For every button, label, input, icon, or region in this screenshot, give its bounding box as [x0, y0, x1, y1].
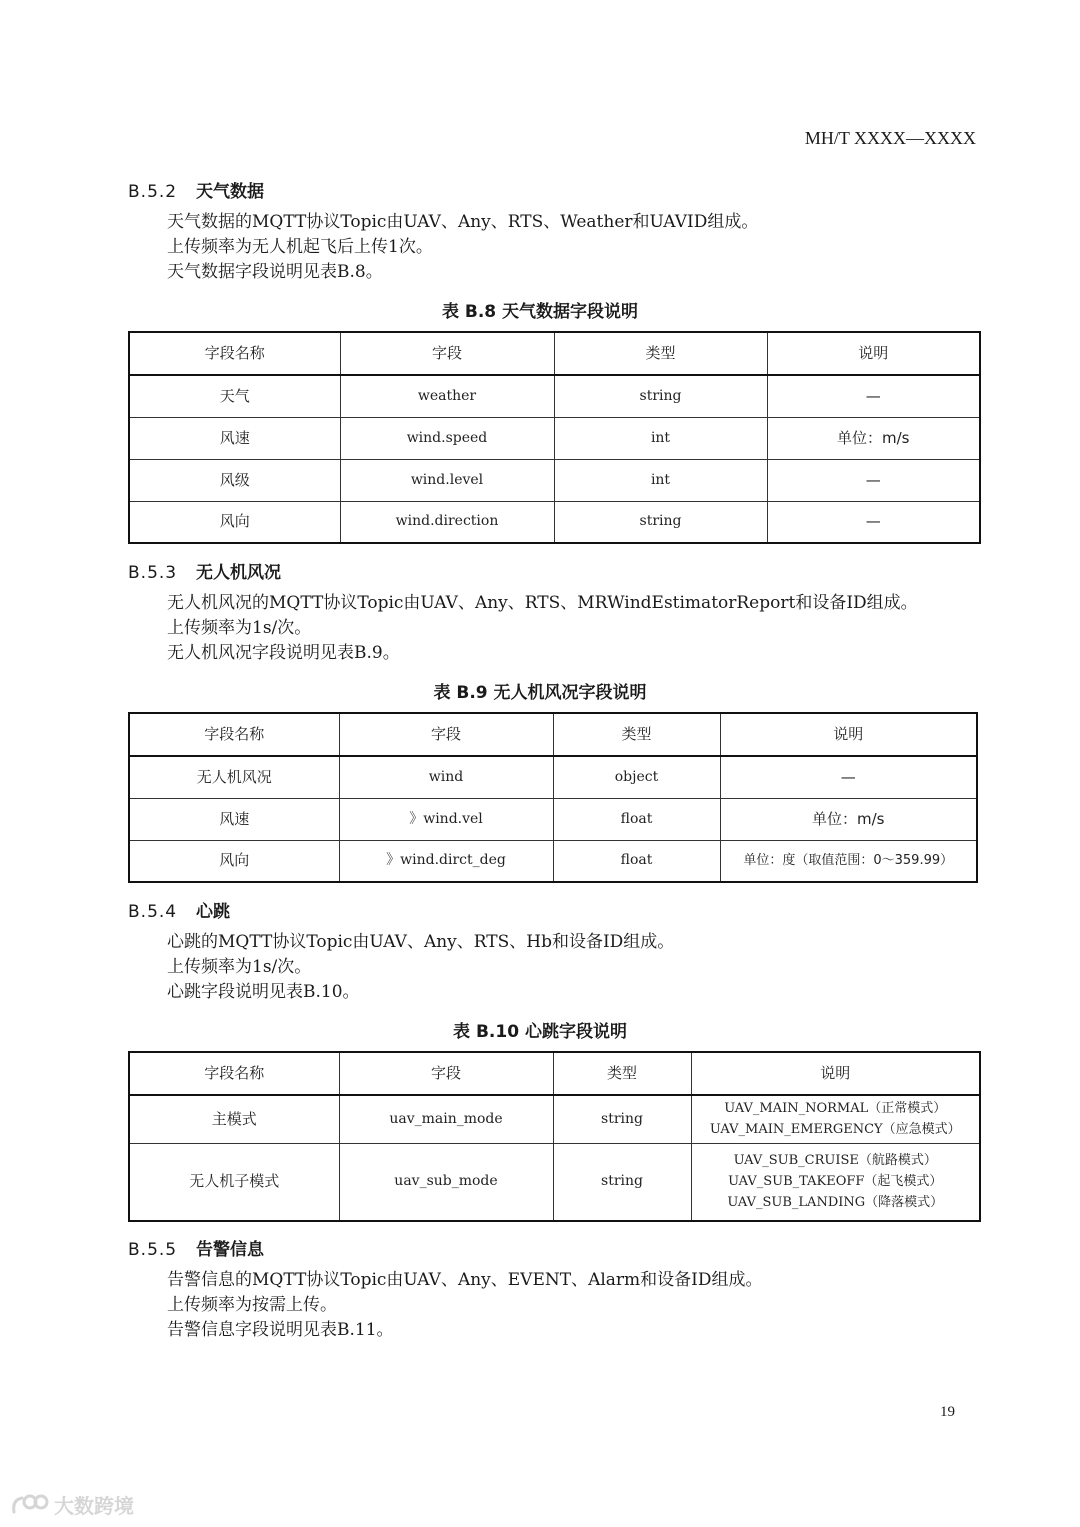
- table-row: [129, 501, 980, 543]
- column-header: 字段名称: [129, 1052, 339, 1095]
- table-cell: uav_main_mode: [339, 1095, 553, 1143]
- table-title-b10: 表 B.10 心跳字段说明: [453, 1022, 627, 1042]
- table-row: [129, 756, 977, 798]
- column-header: 说明: [691, 1052, 980, 1095]
- column-header: 字段名称: [129, 332, 340, 375]
- paragraph: 天气数据的MQTT协议Topic由UAV、Any、RTS、Weather和UAVID组成。: [167, 212, 759, 232]
- table-cell: string: [554, 375, 767, 417]
- table-row: [129, 1095, 980, 1143]
- table-cell: string: [553, 1143, 691, 1221]
- section-heading-b53: [128, 558, 281, 583]
- table-cell: 》wind.dirct_deg: [339, 840, 553, 882]
- table-cell: wind.speed: [340, 417, 554, 459]
- weather-data-table: [128, 331, 981, 544]
- table-header-row: [129, 332, 980, 375]
- table-cell: string: [553, 1095, 691, 1143]
- section-title: 告警信息: [196, 1240, 264, 1260]
- paragraph: 心跳字段说明见表B.10。: [167, 982, 360, 1002]
- table-cell: 风速: [129, 798, 339, 840]
- paragraph: 无人机风况的MQTT协议Topic由UAV、Any、RTS、MRWindEstimatorReport和设备ID组成。: [167, 593, 918, 613]
- watermark: [10, 1490, 134, 1519]
- watermark-text: 大数跨境: [54, 1494, 134, 1518]
- heartbeat-table: [128, 1051, 981, 1222]
- column-header: 类型: [553, 1052, 691, 1095]
- section-heading-b54: [128, 897, 230, 922]
- column-header: 字段: [340, 332, 554, 375]
- paragraph: 上传频率为无人机起飞后上传1次。: [167, 237, 433, 257]
- table-cell: 天气: [129, 375, 340, 417]
- section-number: B.5.5: [128, 1240, 178, 1260]
- table-cell: 风向: [129, 501, 340, 543]
- paragraph: 告警信息的MQTT协议Topic由UAV、Any、EVENT、Alarm和设备ID组成。: [167, 1270, 763, 1290]
- table-cell: 风级: [129, 459, 340, 501]
- section-heading-b55: [128, 1235, 264, 1260]
- column-header: 说明: [767, 332, 980, 375]
- mode-value: UAV_MAIN_EMERGENCY（应急模式）: [709, 1122, 961, 1138]
- section-number: B.5.3: [128, 563, 178, 583]
- table-cell: wind.level: [340, 459, 554, 501]
- mode-value: UAV_MAIN_NORMAL（正常模式）: [724, 1101, 947, 1117]
- table-cell: 单位：m/s: [720, 798, 977, 840]
- mode-value: UAV_SUB_CRUISE（航路模式）: [733, 1153, 937, 1169]
- table-row: [129, 459, 980, 501]
- table-cell: 》wind.vel: [339, 798, 553, 840]
- mode-value: UAV_SUB_LANDING（降落模式）: [727, 1195, 944, 1211]
- table-cell: —: [720, 756, 977, 798]
- paragraph: 心跳的MQTT协议Topic由UAV、Any、RTS、Hb和设备ID组成。: [167, 932, 675, 952]
- table-cell: 主模式: [129, 1095, 339, 1143]
- table-cell: 单位：m/s: [767, 417, 980, 459]
- section-number: B.5.4: [128, 902, 178, 922]
- table-cell: wind: [339, 756, 553, 798]
- table-cell: 单位：度（取值范围：0～359.99）: [720, 840, 977, 882]
- table-cell: 风速: [129, 417, 340, 459]
- table-cell: int: [554, 459, 767, 501]
- table-cell: wind.direction: [340, 501, 554, 543]
- section-title: 天气数据: [196, 182, 264, 202]
- table-cell: weather: [340, 375, 554, 417]
- table-cell: [691, 1143, 980, 1221]
- document-code: MH/T XXXX—XXXX: [804, 128, 976, 148]
- section-title: 心跳: [196, 902, 230, 922]
- page-number: 19: [940, 1404, 955, 1420]
- section-heading-b52: [128, 177, 264, 202]
- uav-wind-table: [128, 712, 978, 883]
- table-row: [129, 375, 980, 417]
- table-cell: —: [767, 501, 980, 543]
- table-row: [129, 840, 977, 882]
- section-title: 无人机风况: [196, 563, 281, 583]
- paragraph: 无人机风况字段说明见表B.9。: [167, 643, 400, 663]
- column-header: 字段名称: [129, 713, 339, 756]
- table-cell: float: [553, 798, 720, 840]
- paragraph: 上传频率为1s/次。: [167, 618, 312, 638]
- column-header: 字段: [339, 713, 553, 756]
- table-row: [129, 798, 977, 840]
- table-cell: uav_sub_mode: [339, 1143, 553, 1221]
- table-row: [129, 417, 980, 459]
- table-header-row: [129, 713, 977, 756]
- table-cell: int: [554, 417, 767, 459]
- paragraph: 上传频率为1s/次。: [167, 957, 312, 977]
- section-number: B.5.2: [128, 182, 178, 202]
- table-cell: —: [767, 459, 980, 501]
- table-cell: 无人机风况: [129, 756, 339, 798]
- table-cell: float: [553, 840, 720, 882]
- paragraph: 告警信息字段说明见表B.11。: [167, 1320, 394, 1340]
- column-header: 字段: [339, 1052, 553, 1095]
- table-header-row: [129, 1052, 980, 1095]
- table-title-b9: 表 B.9 无人机风况字段说明: [433, 683, 647, 703]
- paragraph: 天气数据字段说明见表B.8。: [167, 262, 383, 282]
- table-cell: [691, 1095, 980, 1143]
- column-header: 类型: [554, 332, 767, 375]
- table-cell: 风向: [129, 840, 339, 882]
- paragraph: 上传频率为按需上传。: [167, 1295, 337, 1315]
- table-row: [129, 1143, 980, 1221]
- column-header: 类型: [553, 713, 720, 756]
- table-cell: 无人机子模式: [129, 1143, 339, 1221]
- table-title-b8: 表 B.8 天气数据字段说明: [441, 302, 639, 322]
- table-cell: string: [554, 501, 767, 543]
- table-cell: object: [553, 756, 720, 798]
- watermark-logo-icon: [10, 1492, 50, 1518]
- table-cell: —: [767, 375, 980, 417]
- mode-value: UAV_SUB_TAKEOFF（起飞模式）: [728, 1174, 943, 1190]
- column-header: 说明: [720, 713, 977, 756]
